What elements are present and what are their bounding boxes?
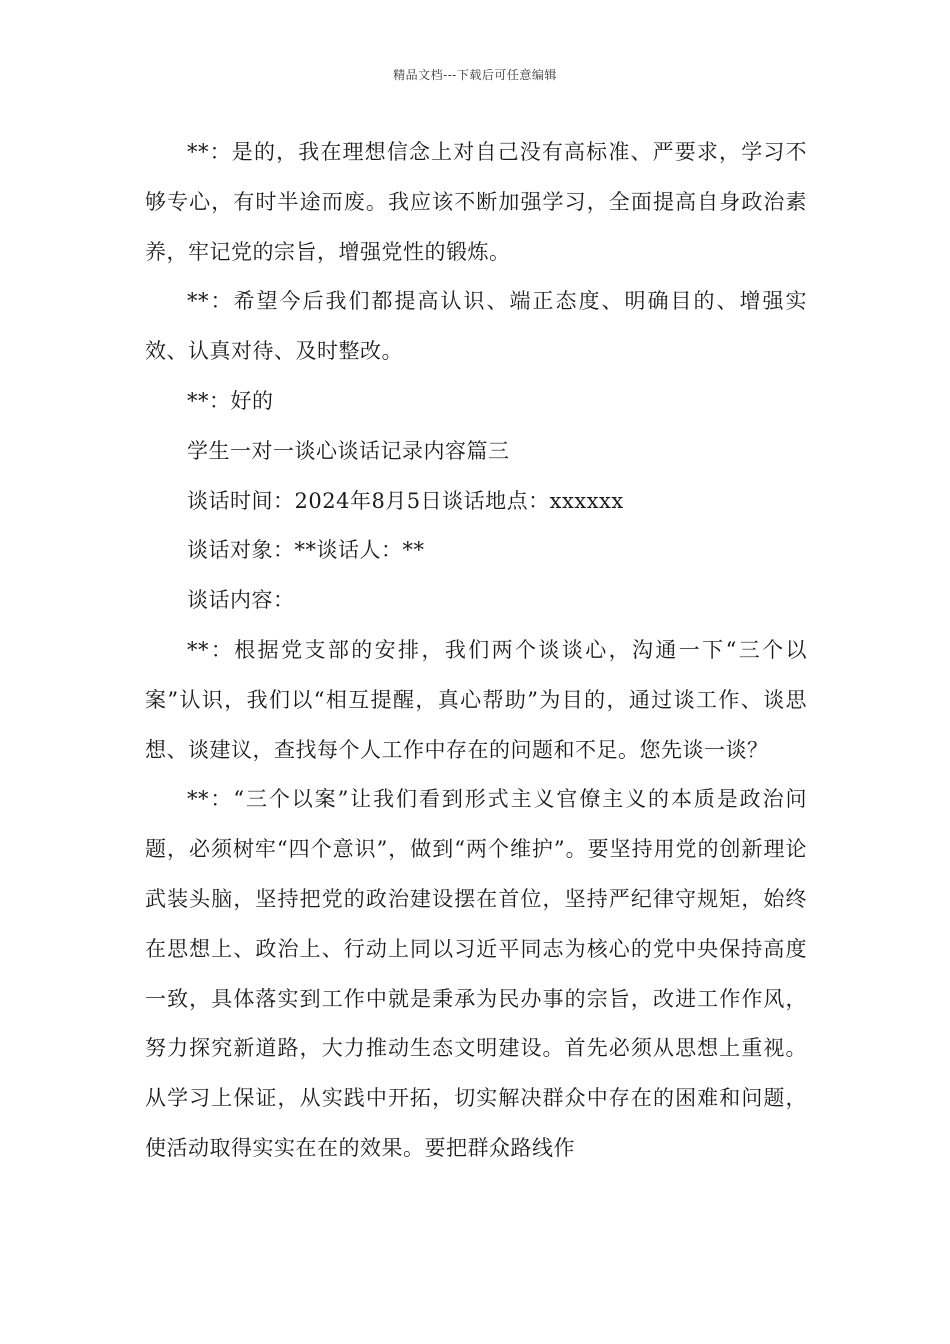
interview-time-location: 谈话时间：2024年8月5日谈话地点：xxxxxx: [187, 488, 624, 513]
page-header: 精品文档---下载后可任意编辑: [393, 68, 557, 82]
section-title: 学生一对一谈心谈话记录内容篇三: [187, 438, 510, 463]
paragraph: **：好的: [187, 388, 274, 413]
interview-participants: 谈话对象：**谈话人：**: [187, 538, 425, 563]
document-body: [145, 128, 807, 1174]
paragraph: **：“三个以案”让我们看到形式主义官僚主义的本质是政治问题，必须树牢“四个意识”，做到“两个维护”。要坚持用党的创新理论武装头脑，坚持把党的政治建设摆在首位，坚持严纪律守规矩，始终在思想上、政治上、行动上同以习近平同志为核心的党中央保持高度一致，具体落实到工作中就是秉承为民办事的宗旨，改进工作作风，努力探究新道路，大力推动生态文明建设。首先必须从思想上重视。从学习上保证，从实践中开拓，切实解决群众中存在的困难和问题，使活动取得实实在在的效果。要把群众路线作: [145, 787, 807, 1160]
paragraph: **：是的，我在理想信念上对自己没有高标准、严要求，学习不够专心，有时半途而废。我应该不断加强学习，全面提高自身政治素养，牢记党的宗旨，增强党性的锻炼。: [145, 140, 807, 264]
interview-content-label: 谈话内容：: [187, 588, 295, 613]
paragraph: **：希望今后我们都提高认识、端正态度、明确目的、增强实效、认真对待、及时整改。: [145, 289, 807, 364]
paragraph: **：根据党支部的安排，我们两个谈谈心，沟通一下“三个以案”认识，我们以“相互提醒，真心帮助”为目的，通过谈工作、谈思想、谈建议，查找每个人工作中存在的问题和不足。您先谈一谈？: [145, 637, 807, 762]
